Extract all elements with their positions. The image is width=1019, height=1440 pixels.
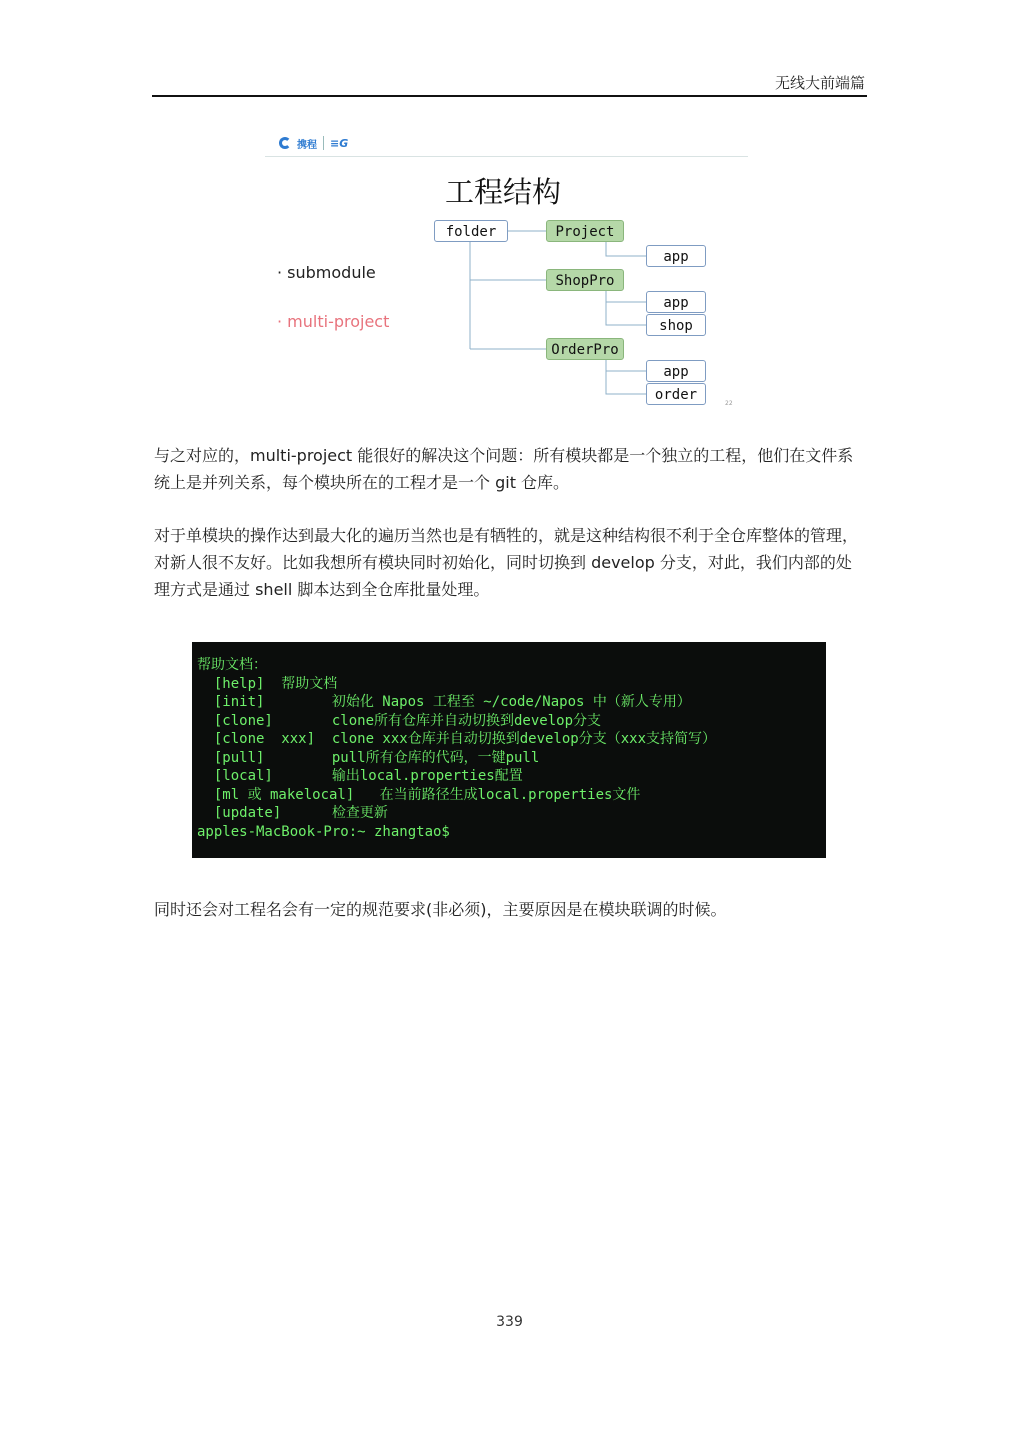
terminal-line: [help] 帮助文档 bbox=[197, 676, 338, 692]
g-logo-icon: ≡G bbox=[330, 136, 349, 150]
bullet-submodule: · submodule bbox=[277, 263, 376, 282]
running-header: 无线大前端篇 bbox=[774, 74, 865, 92]
terminal-prompt: apples-MacBook-Pro:~ zhangtao$ bbox=[197, 824, 450, 840]
page-number: 339 bbox=[496, 1314, 523, 1330]
paragraph: 与之对应的，multi-project 能很好的解决这个问题：所有模块都是一个独立的工程，他们在文件系统上是并列关系，每个模块所在的工程才是一个 git 仓库。 bbox=[154, 446, 854, 492]
logo-text: 携程 bbox=[297, 139, 317, 151]
node-shoppro: ShopPro bbox=[546, 269, 624, 291]
slide-title: 工程结构 bbox=[445, 175, 562, 209]
terminal-line: [clone] clone所有仓库并自动切换到develop分支 bbox=[197, 713, 602, 729]
node-shoppro-shop: shop bbox=[646, 314, 706, 336]
node-project: Project bbox=[546, 220, 624, 242]
terminal-line: [pull] pull所有仓库的代码，一键pull bbox=[197, 750, 540, 766]
node-orderpro: OrderPro bbox=[546, 338, 624, 360]
node-project-app: app bbox=[646, 245, 706, 267]
terminal-line: [local] 输出local.properties配置 bbox=[197, 768, 523, 784]
terminal-line: 帮助文档： bbox=[197, 657, 267, 673]
terminal-line: [update] 检查更新 bbox=[197, 805, 388, 821]
slide-figure bbox=[265, 122, 765, 414]
terminal-line: [init] 初始化 Napos 工程至 ~/code/Napos 中（新人专用） bbox=[197, 694, 691, 710]
paragraph: 同时还会对工程名会有一定的规范要求(非必须)，主要原因是在模块联调的时候。 bbox=[154, 900, 727, 919]
terminal-line: [clone xxx] clone xxx仓库并自动切换到develop分支（xxx支持简写） bbox=[197, 731, 717, 747]
node-shoppro-app: app bbox=[646, 291, 706, 313]
slide-number: 22 bbox=[725, 400, 733, 407]
node-folder: folder bbox=[434, 220, 508, 242]
paragraph: 对于单模块的操作达到最大化的遍历当然也是有牺牲的，就是这种结构很不利于全仓库整体的管理，对新人很不友好。比如我想所有模块同时初始化，同时切换到 develop 分支，对此，我们内部的处理方式是通过 shell 脚本达到全仓库批量处理。 bbox=[154, 526, 859, 599]
header-rule bbox=[152, 95, 867, 97]
node-orderpro-order: order bbox=[646, 383, 706, 405]
terminal-line: [ml 或 makelocal] 在当前路径生成local.properties文件 bbox=[197, 787, 641, 803]
node-orderpro-app: app bbox=[646, 360, 706, 382]
bullet-multi-project: · multi-project bbox=[277, 312, 390, 331]
terminal-screenshot bbox=[192, 642, 826, 858]
